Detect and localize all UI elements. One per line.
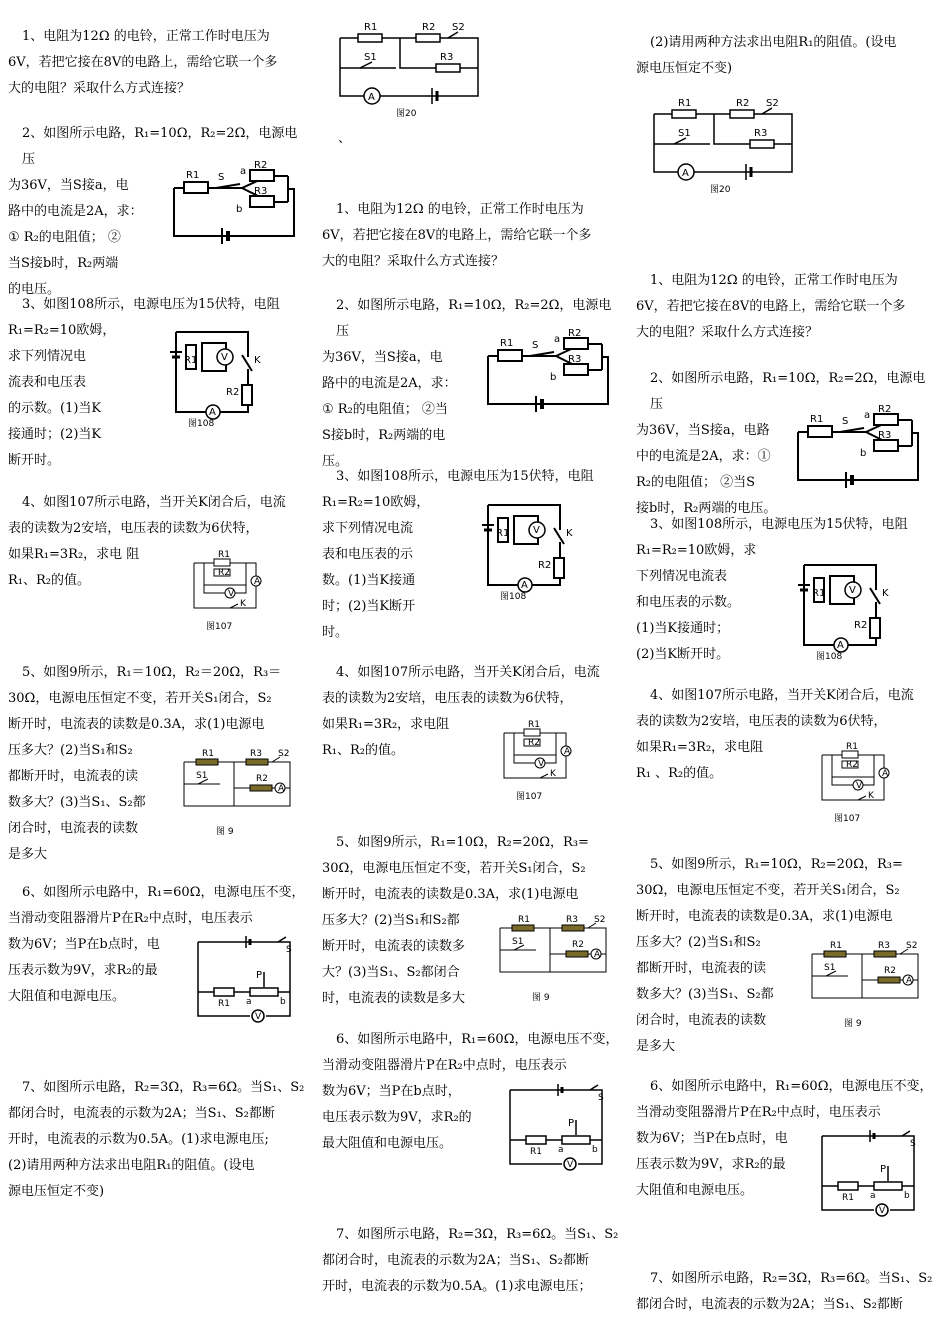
label-s2: S2 [278,749,290,759]
question-7: 7、如图所示电路，R₂=3Ω，R₃=6Ω。当S₁、S₂ 都闭合时，电流表的示数为2A；当S₁、S₂都断 开时，电流表的示数为0.5A。(1)求电源电压； [322,1227,619,1294]
question-7: 7、如图所示电路，R₂=3Ω，R₃=6Ω。当S₁、S₂ 都闭合时，电流表的示数为2A；当S₁、S₂都断 [636,1271,933,1312]
question-2: 2、如图所示电路，R₁=10Ω，R₂=2Ω，电源电压 为36V，当S接a，电 路中的电流是2A，求： ① R₂的电阻值； ②当 S接b时，R₂两端的电 压。 [322,298,612,469]
label-s2: S2 [452,22,465,33]
label-s2: S2 [594,915,606,925]
label-r3: R3 [250,749,262,759]
label-r2: R2 [226,387,240,398]
label-r3: R3 [440,52,454,63]
circuit-diagram-108 [796,560,896,660]
circuit-diagram-108 [480,500,580,600]
figure-caption: 图107 [834,814,861,824]
label-s: S [598,1093,604,1103]
label-a: a [246,997,252,1007]
label-r2: R2 [218,568,230,578]
label-a: a [558,1145,564,1155]
label-r2: R2 [854,620,868,631]
label-s: S [218,172,225,183]
label-r2: R2 [254,160,268,171]
label-a: a [870,1191,876,1201]
question-2: 2、如图所示电路，R₁=10Ω，R₂=2Ω，电源电压 为36V，当S接a，电路 中的电流是2A，求：① R₂的电阻值； ②当S 接b时，R₂两端的电压。 [636,371,926,516]
question-6: 6、如图所示电路中，R₁=60Ω，电源电压不变， 当滑动变阻器滑片P在R₂中点时，电压表示 数为6V；当P在b点时， 电压表示数为9V，求R₂的 最大阻值和电源电压。 [322,1032,619,1151]
label-s1: S1 [196,771,208,781]
question-1: 1、电阻为12Ω 的电铃，正常工作时电压为 6V，若把它接在8V的电路上，需给它联一个多 大的电阻？采取什么方式连接？ [636,273,906,340]
question-3: 3、如图108所示，电源电压为15伏特，电阻 R₁=R₂=10欧姆， 求下列情况电 流表和电压表 的示数。(1)当K 接通时；(2)当K 断开时。 [8,297,280,468]
label-ammeter: A [368,92,375,103]
question-4: 4、如图107所示电路，当开关K闭合后，电流 表的读数为2安培，电压表的读数为6伏特， 如果R₁=3R₂，求电阻 R₁ 、R₂的值。 [636,688,914,781]
circuit-diagram-108 [168,327,268,427]
label-p: P [568,1118,575,1129]
label-r2: R2 [528,738,540,748]
label-r1: R1 [842,1193,854,1203]
label-v: V [538,759,545,769]
label-s1: S1 [364,52,377,63]
label-v: V [221,352,228,363]
label-a: A [882,769,889,779]
label-v: V [255,1012,262,1022]
circuit-diagram-rheostat [502,1080,612,1175]
label-r1: R1 [810,414,824,425]
circuit-diagram-9 [496,914,616,1004]
label-r1: R1 [846,742,858,752]
label-s: S [286,945,292,955]
label-a: a [864,410,871,421]
label-a: A [564,747,571,757]
label-r3: R3 [254,186,268,197]
label-a: A [837,640,844,651]
label-a: a [554,334,561,345]
label-v: V [856,781,863,791]
label-b: b [904,1191,910,1201]
label-r2: R2 [878,404,892,415]
label-s: S [842,416,849,427]
label-k: K [868,791,874,801]
circuit-diagram-rheostat [190,932,300,1027]
label-r1: R1 [530,1147,542,1157]
label-v: V [228,589,235,599]
question-7: 7、如图所示电路，R₂=3Ω，R₃=6Ω。当S₁、S₂ 都闭合时，电流表的示数为2A；当S₁、S₂都断 开时，电流表的示数为0.5A。(1)求电源电压; (2)请用两种方法求出电阻R₁的阻值。(设电 源电压恒定不变) [8,1080,305,1199]
label-r1: R1 [528,720,540,730]
label-r1: R1 [500,338,514,349]
question-4: 4、如图107所示电路，当开关K闭合后，电流 表的读数为2安培，电压表的读数为6伏特， 如果R₁=3R₂，求电阻 R₁、R₂的值。 [322,665,600,758]
label-b: b [280,997,286,1007]
label-r1: R1 [184,355,198,366]
label-s1: S1 [824,963,836,973]
label-v: V [567,1160,574,1170]
label-p: P [256,970,263,981]
label-b: b [592,1145,598,1155]
label-b: b [550,372,557,383]
label-r3: R3 [878,941,890,951]
figure-caption: 图 9 [216,827,234,837]
circuit-diagram-9 [180,748,300,838]
label-v: V [533,525,540,536]
question-5: 5、如图9所示，R₁=10Ω，R₂=20Ω，R₃= 30Ω，电源电压恒定不变，若开关S₁闭合，S₂ 断开时，电流表的读数是0.3A，求(1)电源电 压多大？(2)当S₁和S₂ 都断开时，电流表的读 数多大？(3)当S₁、S₂都 闭合时，电流表的读数 是多大 [636,857,903,1054]
circuit-diagram-switch-ab [170,160,300,245]
label-k: K [566,528,573,539]
label-r1: R1 [364,22,378,33]
figure-caption: 图20 [710,185,731,195]
circuit-diagram-107 [818,742,898,825]
circuit-diagram-20 [336,18,486,118]
figure-caption: 图108 [500,592,527,602]
label-r2: R2 [568,328,582,339]
label-r1: R1 [812,588,826,599]
question-6: 6、如图所示电路中，R₁=60Ω，电源电压不变， 当滑动变阻器滑片P在R₂中点时，电压表示 数为6V；当P在b点时，电 压表示数为9V，求R₂的最 大阻值和电源电压。 [8,885,305,1004]
circuit-diagram-switch-ab [484,328,614,413]
label-k: K [882,588,889,599]
question-4: 4、如图107所示电路，当开关K闭合后，电流 表的读数为2安培，电压表的读数为6伏特， 如果R₁=3R₂，求电 阻 R₁、R₂的值。 [8,495,286,588]
label-r1: R1 [186,170,200,181]
label-a: A [254,577,261,587]
label-b: b [860,448,867,459]
label-r1: R1 [518,915,530,925]
label-a: A [278,784,285,794]
stray-mark: 、 [338,131,352,146]
question-5: 5、如图9所示，R₁=10Ω，R₂=20Ω，R₃= 30Ω，电源电压恒定不变，若开关S₁闭合，S₂ 断开时，电流表的读数是0.3A，求(1)电源电 压多大？(2)当S₁和S₂都 断开时，电流表的读数多 大？(3)当S₁、S₂都闭合 时，电流表的读数是多大 [322,835,589,1006]
question-6: 6、如图所示电路中，R₁=60Ω，电源电压不变， 当滑动变阻器滑片P在R₂中点时，电压表示 数为6V；当P在b点时，电 压表示数为9V，求R₂的最 大阻值和电源电压。 [636,1079,933,1198]
question-1: 1、电阻为12Ω 的电铃，正常工作时电压为 6V，若把它接在8V的电路上，需给它联一个多 大的电阻？采取什么方式连接？ [8,29,278,96]
circuit-diagram-rheostat [814,1126,924,1221]
label-a: A [594,950,601,960]
circuit-diagram-107 [190,550,270,633]
label-r2: R2 [422,22,436,33]
label-ammeter: A [682,168,689,179]
circuit-diagram-switch-ab [794,404,924,489]
figure-caption: 图108 [816,652,843,662]
label-s2: S2 [906,941,918,951]
label-k: K [550,769,556,779]
question-3: 3、如图108所示，电源电压为15伏特，电阻 R₁=R₂=10欧姆，求 下列情况电流表 和电压表的示数。 (1)当K接通时； (2)当K断开时。 [636,517,908,662]
label-r3: R3 [566,915,578,925]
label-a: A [209,407,216,418]
label-p: P [880,1164,887,1175]
circuit-diagram-107 [500,720,580,803]
label-k: K [240,599,246,609]
label-r2: R2 [846,760,858,770]
figure-caption: 图 9 [532,993,550,1003]
label-a: a [240,166,247,177]
label-b: b [236,204,243,215]
label-r1: R1 [496,528,510,539]
label-s1: S1 [512,937,524,947]
figure-caption: 图 9 [844,1019,862,1029]
question-7-continued: (2)请用两种方法求出电阻R₁的阻值。(设电 源电压恒定不变) [636,35,897,76]
figure-caption: 图20 [396,109,417,119]
label-s2: S2 [766,98,779,109]
figure-caption: 图107 [516,792,543,802]
label-r2: R2 [884,966,896,976]
figure-caption: 图108 [188,419,215,429]
label-r2: R2 [736,98,750,109]
label-a: A [521,580,528,591]
label-s1: S1 [678,128,691,139]
question-5: 5、如图9所示，R₁＝10Ω，R₂＝20Ω，R₃＝ 30Ω，电源电压恒定不变，若开关S₁闭合，S₂ 断开时，电流表的读数是0.3A，求(1)电源电 压多大？(2)当S₁和S₂ 都断开时，电流表的读 数多大？(3)当S₁、S₂都 闭合时，电流表的读数 是多大 [8,665,282,862]
label-r3: R3 [878,430,892,441]
label-r1: R1 [830,941,842,951]
label-a: A [906,976,913,986]
label-v: V [879,1206,886,1216]
label-r1: R1 [678,98,692,109]
label-k: K [254,355,261,366]
circuit-diagram-9 [808,940,928,1030]
label-r2: R2 [256,774,268,784]
label-r2: R2 [572,940,584,950]
question-3: 3、如图108所示，电源电压为15伏特，电阻 R₁=R₂=10欧姆， 求下列情况电流 表和电压表的示 数。(1)当K接通 时；(2)当K断开 时。 [322,469,594,640]
label-r1: R1 [202,749,214,759]
label-s: S [532,340,539,351]
circuit-diagram-20 [650,94,800,194]
label-r2: R2 [538,560,552,571]
question-1: 1、电阻为12Ω 的电铃，正常工作时电压为 6V，若把它接在8V的电路上，需给它联一个多 大的电阻？采取什么方式连接？ [322,202,592,269]
figure-caption: 图107 [206,622,233,632]
label-r3: R3 [754,128,768,139]
label-r1: R1 [218,999,230,1009]
label-s: S [910,1139,916,1149]
label-r3: R3 [568,354,582,365]
question-2: 2、如图所示电路，R₁=10Ω，R₂=2Ω，电源电压 为36V，当S接a，电 路中的电流是2A，求： ① R₂的电阻值； ② 当S接b时，R₂两端 的电压。 [8,126,298,297]
label-v: V [849,585,856,596]
label-r1: R1 [218,550,230,560]
